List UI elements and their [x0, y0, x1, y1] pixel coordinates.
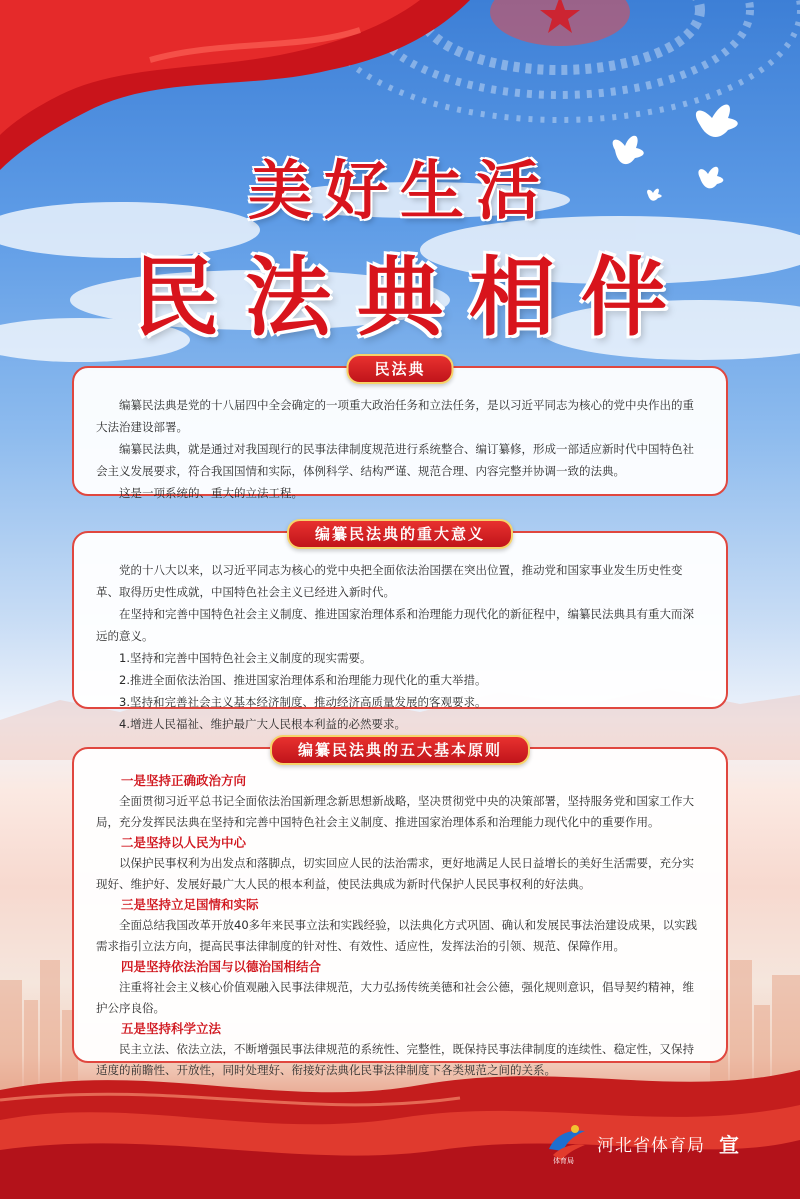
paragraph: 党的十八大以来，以习近平同志为核心的党中央把全面依法治国摆在突出位置，推动党和国家事业发生历史性变革、取得历史性成就，中国特色社会主义已经进入新时代。	[96, 563, 683, 599]
footer-promo: 宣	[719, 1132, 739, 1157]
paragraph: 编纂民法典是党的十八届四中全会确定的一项重大政治任务和立法任务，是以习近平同志为核心的党中央作出的重大法治建设部署。	[96, 398, 694, 434]
principle-body: 以保护民事权利为出发点和落脚点，切实回应人民的法治需求，更好地满足人民日益增长的美好生活需要，充分实现好、维护好、发展好最广大人民的根本利益，使民法典成为新时代保护人民民事权利的好法典。	[96, 856, 694, 891]
paragraph: 在坚持和完善中国特色社会主义制度、推进国家治理体系和治理能力现代化的新征程中，编纂民法典具有重大而深远的意义。	[96, 607, 694, 643]
poster-title-line2: 民法典相伴	[133, 247, 693, 348]
principle-heading: 四是坚持依法治国与以德治国相结合	[121, 959, 322, 974]
logo-text: 体育局	[553, 1157, 574, 1165]
principle-body: 民主立法、依法立法，不断增强民事法律规范的系统性、完整性，既保持民事法律制度的连续性、稳定性，又保持适度的前瞻性、开放性，同时处理好、衔接好法典化民事法律制度下各类规范之间的关系。	[96, 1042, 694, 1077]
footer-org: 河北省体育局	[597, 1135, 705, 1156]
list-item: 2.推进全面依法治国、推进国家治理体系和治理能力现代化的重大举措。	[119, 673, 487, 687]
sports-bureau-logo	[545, 1121, 589, 1165]
section-label: 编纂民法典的重大意义	[287, 519, 513, 549]
principle-body: 注重将社会主义核心价值观融入民事法律规范，大力弘扬传统美德和社会公德，强化规则意识，倡导契约精神，维护公序良俗。	[96, 980, 694, 1015]
principle-heading: 五是坚持科学立法	[121, 1021, 222, 1036]
principle-heading: 二是坚持以人民为中心	[121, 835, 247, 850]
list-item: 4.增进人民福祉、维护最广大人民根本利益的必然要求。	[119, 717, 406, 731]
footer	[545, 1118, 739, 1168]
principle-body: 全面总结我国改革开放40多年来民事立法和实践经验，以法典化方式巩固、确认和发展民事法治建设成果，以实践需求指引立法方向，提高民事法律制度的针对性、有效性、适应性，发挥法治的引领、规范、保障作用。	[96, 918, 698, 953]
section-civil-code	[72, 360, 728, 500]
paragraph: 这是一项系统的、重大的立法工程。	[119, 486, 303, 500]
section-label: 编纂民法典的五大基本原则	[270, 735, 530, 765]
poster-title-line1: 美好生活	[248, 154, 552, 229]
section-principles	[72, 741, 728, 1077]
section-label: 民法典	[346, 354, 453, 384]
paragraph: 编纂民法典，就是通过对我国现行的民事法律制度规范进行系统整合、编订纂修，形成一部适应新时代中国特色社会主义发展要求，符合我国国情和实际，体例科学、结构严谨、规范合理、内容完整并协调一致的法典。	[96, 442, 694, 478]
principle-heading: 三是坚持立足国情和实际	[121, 897, 259, 912]
list-item: 1.坚持和完善中国特色社会主义制度的现实需要。	[119, 651, 372, 665]
principle-body: 全面贯彻习近平总书记全面依法治国新理念新思想新战略，坚决贯彻党中央的决策部署，坚持服务党和国家工作大局，充分发挥民法典在坚持和完善中国特色社会主义制度、推进国家治理体系和治理能力现代化中的重要作用。	[96, 794, 694, 829]
principle-heading: 一是坚持正确政治方向	[121, 773, 247, 788]
list-item: 3.坚持和完善社会主义基本经济制度、推动经济高质量发展的客观要求。	[119, 695, 487, 709]
section-significance	[72, 525, 728, 731]
